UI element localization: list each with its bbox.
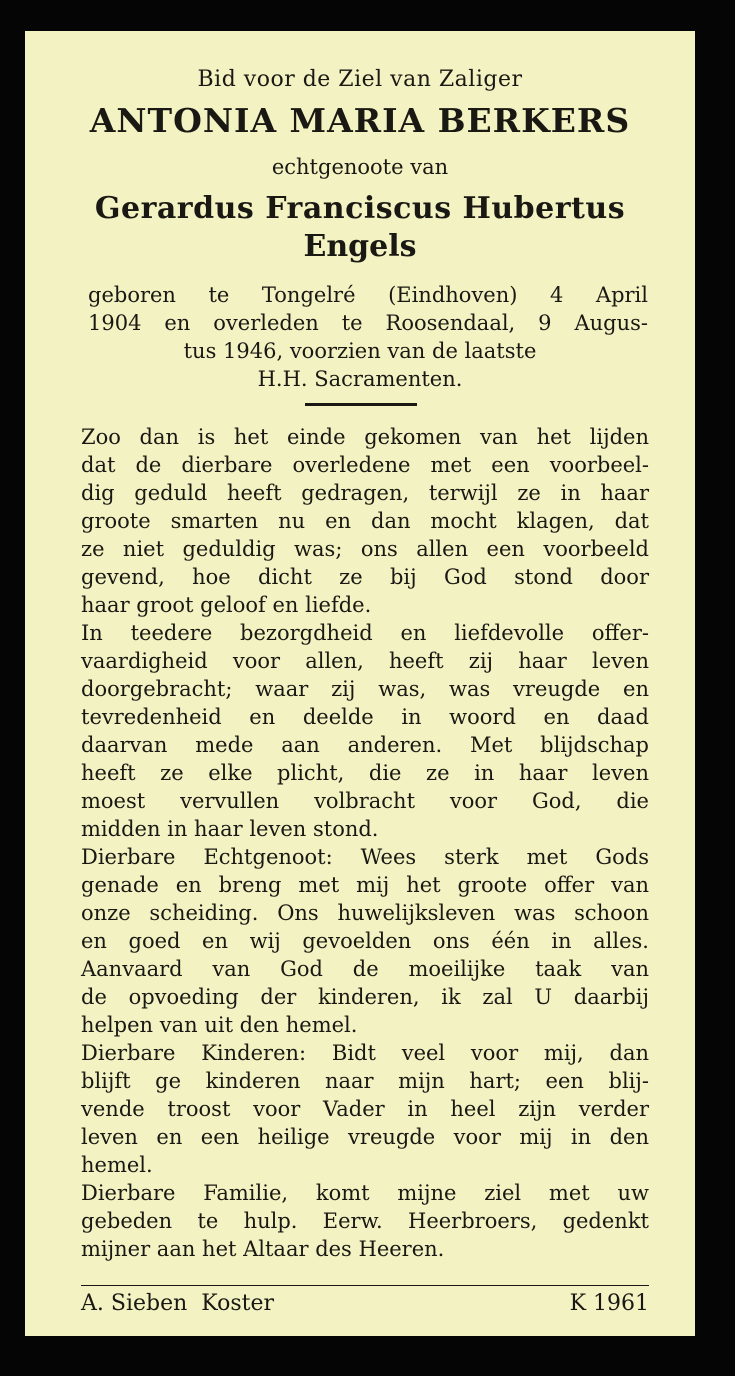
- paragraph-farewell: [81, 423, 649, 619]
- text-line: genade en breng met mij het groote offer van: [81, 873, 649, 897]
- text-line: gebeden te hulp. Eerw. Heerbroers, gedenkt: [81, 1209, 649, 1233]
- text-line: midden in haar leven stond.: [81, 817, 379, 841]
- text-line: doorgebracht; waar zij was, was vreugde en: [81, 677, 649, 701]
- text-line: helpen van uit den hemel.: [81, 1013, 358, 1037]
- text-line: de opvoeding der kinderen, ik zal U daarbij: [81, 985, 649, 1009]
- text-line: dig geduld heeft gedragen, terwijl ze in haar: [81, 481, 649, 505]
- divider: [305, 403, 417, 406]
- text-line: moest vervullen volbracht voor God, die: [81, 789, 649, 813]
- prayer-line: Bid voor de Ziel van Zaliger: [197, 67, 523, 92]
- spouse-name-line1: Gerardus Franciscus Hubertus: [94, 191, 626, 226]
- bio-line: tus 1946, voorzien van de laatste: [183, 339, 537, 363]
- text-line: Dierbare Kinderen: Bidt veel voor mij, dan: [81, 1041, 649, 1065]
- spouse-name-line2: Engels: [303, 229, 417, 264]
- printer-name: A. Sieben Koster: [81, 1291, 275, 1316]
- text-line: heeft ze elke plicht, die ze in haar leven: [81, 761, 649, 785]
- deceased-name: ANTONIA MARIA BERKERS: [89, 101, 631, 140]
- text-line: tevredenheid en deelde in woord en daad: [81, 705, 649, 729]
- relation-line: echtgenoote van: [271, 155, 449, 179]
- text-line: daarvan mede aan anderen. Met blijdschap: [81, 733, 649, 757]
- bio-line: geboren te Tongelré (Eindhoven) 4 April: [88, 283, 648, 307]
- text-line: onze scheiding. Ons huwelijksleven was schoon: [81, 901, 649, 925]
- text-line: haar groot geloof en liefde.: [81, 593, 372, 617]
- text-line: ze niet geduldig was; ons allen een voorbeeld: [81, 537, 649, 561]
- paragraph-life: [81, 619, 649, 843]
- memorial-card: [25, 31, 695, 1336]
- text-line: Dierbare Familie, komt mijne ziel met uw: [81, 1181, 649, 1205]
- text-line: Dierbare Echtgenoot: Wees sterk met Gods: [81, 845, 649, 869]
- paragraph-family: [81, 1179, 649, 1263]
- text-line: dat de dierbare overledene met een voorbeel-: [81, 453, 649, 477]
- text-line: groote smarten nu en dan mocht klagen, dat: [81, 509, 649, 533]
- text-line: In teedere bezorgdheid en liefdevolle offer-: [81, 621, 649, 645]
- paragraph-children: [81, 1039, 649, 1179]
- text-line: Zoo dan is het einde gekomen van het lijden: [81, 425, 649, 449]
- bio-line: 1904 en overleden te Roosendaal, 9 Augus-: [88, 311, 648, 335]
- text-line: vende troost voor Vader in heel zijn verder: [81, 1097, 649, 1121]
- card-code: K 1961: [569, 1291, 649, 1316]
- text-line: hemel.: [81, 1153, 153, 1177]
- text-line: mijner aan het Altaar des Heeren.: [81, 1237, 445, 1261]
- text-line: en goed en wij gevoelden ons één in alles.: [81, 929, 649, 953]
- text-line: Aanvaard van God de moeilijke taak van: [81, 957, 649, 981]
- text-line: gevend, hoe dicht ze bij God stond door: [81, 565, 649, 589]
- text-line: vaardigheid voor allen, heeft zij haar leven: [81, 649, 649, 673]
- paragraph-spouse: [81, 843, 649, 1039]
- text-line: blijft ge kinderen naar mijn hart; een blij-: [81, 1069, 649, 1093]
- bio-line: H.H. Sacramenten.: [257, 367, 463, 391]
- footer-divider: [81, 1285, 649, 1286]
- text-line: leven en een heilige vreugde voor mij in den: [81, 1125, 649, 1149]
